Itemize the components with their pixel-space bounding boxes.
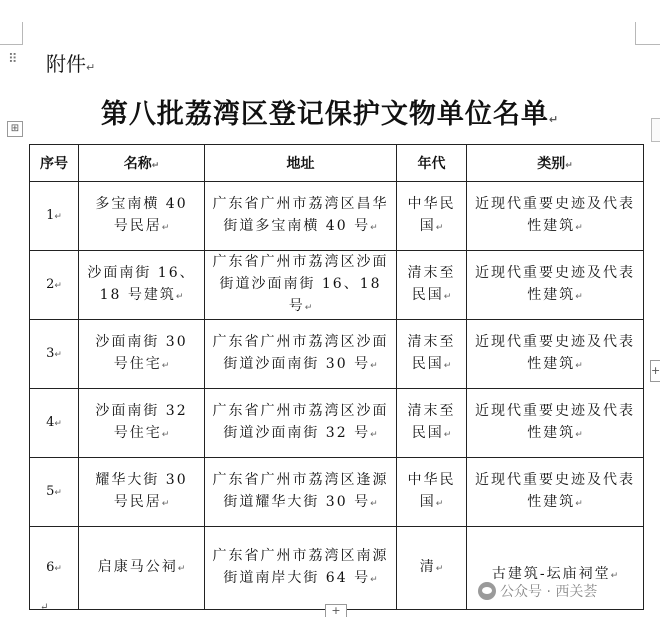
row-era: 清 [419,559,436,575]
cell-mark: ↵ [565,161,573,171]
cell-mark: ↵ [435,564,444,574]
cell-era[interactable] [397,251,467,320]
cell-no[interactable] [30,389,79,458]
header-name-label: 名称 [123,156,152,172]
cell-address[interactable] [205,458,397,527]
cell-mark: ↵ [575,430,583,440]
cell-mark: ↵ [54,418,62,429]
cell-mark: ↵ [370,499,378,509]
document-title [0,92,660,131]
row-era: 清末至民国 [407,334,456,372]
cell-mark: ↵ [161,223,170,233]
side-panel-tab[interactable] [651,118,660,142]
cell-mark: ↵ [575,292,583,302]
drag-handle-icon[interactable]: ⠿ [8,52,16,67]
header-era-label: 年代 [417,156,446,172]
row-category: 古建筑-坛庙祠堂 [491,566,611,582]
cell-mark: ↵ [54,349,62,360]
cell-mark: ↵ [443,430,452,440]
cell-mark: ↵ [370,361,378,371]
row-no: 1 [46,207,55,223]
cell-category[interactable] [467,458,644,527]
row-era: 中华民国 [407,196,456,234]
header-address-label: 地址 [286,156,315,172]
crop-mark-top-right [635,22,660,45]
cell-mark: ↵ [54,563,62,574]
row-name: 沙面南街 30 号住宅 [95,334,188,372]
row-no: 4 [46,414,55,430]
cell-mark: ↵ [54,487,62,498]
cell-name[interactable] [79,389,205,458]
row-no: 5 [46,483,55,499]
row-era: 清末至民国 [407,403,456,441]
end-paragraph-mark: ↵ [40,602,49,613]
row-name: 沙面南街 16、18 号建筑 [87,265,196,303]
row-no: 6 [46,559,55,575]
cell-category[interactable] [467,389,644,458]
header-category-label: 类别 [537,156,566,172]
row-category: 近现代重要史迹及代表性建筑 [475,334,635,372]
table-header-row [30,145,644,182]
row-era: 中华民国 [407,472,456,510]
cell-mark: ↵ [161,499,170,509]
wechat-icon [478,582,496,600]
cell-mark: ↵ [370,223,378,233]
cell-mark: ↵ [443,361,452,371]
row-category: 近现代重要史迹及代表性建筑 [475,472,635,510]
cell-category[interactable] [467,251,644,320]
cell-era[interactable] [397,527,467,610]
cell-era[interactable] [397,389,467,458]
cell-mark: ↵ [370,430,378,440]
cell-address[interactable] [205,389,397,458]
cell-mark: ↵ [370,575,378,585]
header-no-label: 序号 [40,156,68,172]
cell-name[interactable] [79,182,205,251]
cell-category[interactable] [467,182,644,251]
cell-era[interactable] [397,458,467,527]
table-row [30,251,644,320]
cell-era[interactable] [397,182,467,251]
attachment-text: 附件 [46,52,86,76]
cell-mark: ↵ [151,161,160,171]
cell-address[interactable] [205,527,397,610]
plus-icon[interactable]: + [650,360,660,382]
cell-name[interactable] [79,320,205,389]
row-name: 启康马公祠 [97,559,178,575]
table-row [30,389,644,458]
row-no: 3 [46,345,55,361]
paragraph-mark: ↵ [86,61,96,74]
cell-category[interactable] [467,320,644,389]
cell-mark: ↵ [177,564,186,574]
row-address: 广东省广州市荔湾区沙面街道沙面南街 16、18 号 [212,254,389,314]
move-icon[interactable]: ⊞ [7,121,23,137]
cell-no[interactable] [30,458,79,527]
cell-mark: ↵ [161,430,170,440]
header-cell-no [30,145,79,182]
row-address: 广东省广州市荔湾区逢源街道耀华大街 30 号 [212,472,389,510]
cell-mark: ↵ [575,361,583,371]
header-cell-category [467,145,644,182]
row-category: 近现代重要史迹及代表性建筑 [475,403,635,441]
cell-mark: ↵ [435,499,444,509]
row-category: 近现代重要史迹及代表性建筑 [475,196,635,234]
row-address: 广东省广州市荔湾区沙面街道沙面南街 32 号 [212,403,389,441]
row-name: 耀华大街 30 号民居 [95,472,188,510]
add-row-plus-icon[interactable]: + [325,604,347,617]
row-name: 沙面南街 32 号住宅 [95,403,188,441]
cell-mark: ↵ [54,280,62,291]
relics-table [29,144,644,610]
cell-mark: ↵ [575,223,583,233]
cell-mark: ↵ [304,303,313,313]
row-name: 多宝南横 40 号民居 [95,196,188,234]
header-cell-era [397,145,467,182]
cell-name[interactable] [79,251,205,320]
cell-mark: ↵ [575,499,583,509]
watermark-text: 公众号 · 西关荟 [500,584,598,600]
cell-era[interactable] [397,320,467,389]
cell-mark: ↵ [443,292,452,302]
cell-no[interactable] [30,320,79,389]
cell-no[interactable] [30,251,79,320]
watermark [478,578,597,604]
cell-name[interactable] [79,527,205,610]
cell-address[interactable] [205,182,397,251]
header-cell-address [205,145,397,182]
cell-no[interactable] [30,182,79,251]
cell-address[interactable] [205,320,397,389]
row-address: 广东省广州市荔湾区昌华街道多宝南横 40 号 [212,196,389,234]
cell-name[interactable] [79,458,205,527]
cell-mark: ↵ [161,361,170,371]
header-cell-name [79,145,205,182]
row-no: 2 [46,276,55,292]
row-era: 清末至民国 [407,265,456,303]
cell-mark: ↵ [175,292,184,302]
table-row [30,182,644,251]
document-title-text: 第八批荔湾区登记保护文物单位名单 [100,99,549,130]
table-row [30,458,644,527]
cell-mark: ↵ [54,211,62,222]
row-address: 广东省广州市荔湾区南源街道南岸大街 64 号 [212,548,389,586]
crop-mark-top-left [0,22,23,45]
cell-mark: ↵ [435,223,444,233]
cell-address[interactable] [205,251,397,320]
cell-no[interactable] [30,527,79,610]
row-address: 广东省广州市荔湾区沙面街道沙面南街 30 号 [212,334,389,372]
attachment-label [46,48,95,77]
paragraph-mark: ↵ [548,113,560,126]
row-category: 近现代重要史迹及代表性建筑 [475,265,635,303]
table-row [30,320,644,389]
cell-mark: ↵ [610,571,619,581]
